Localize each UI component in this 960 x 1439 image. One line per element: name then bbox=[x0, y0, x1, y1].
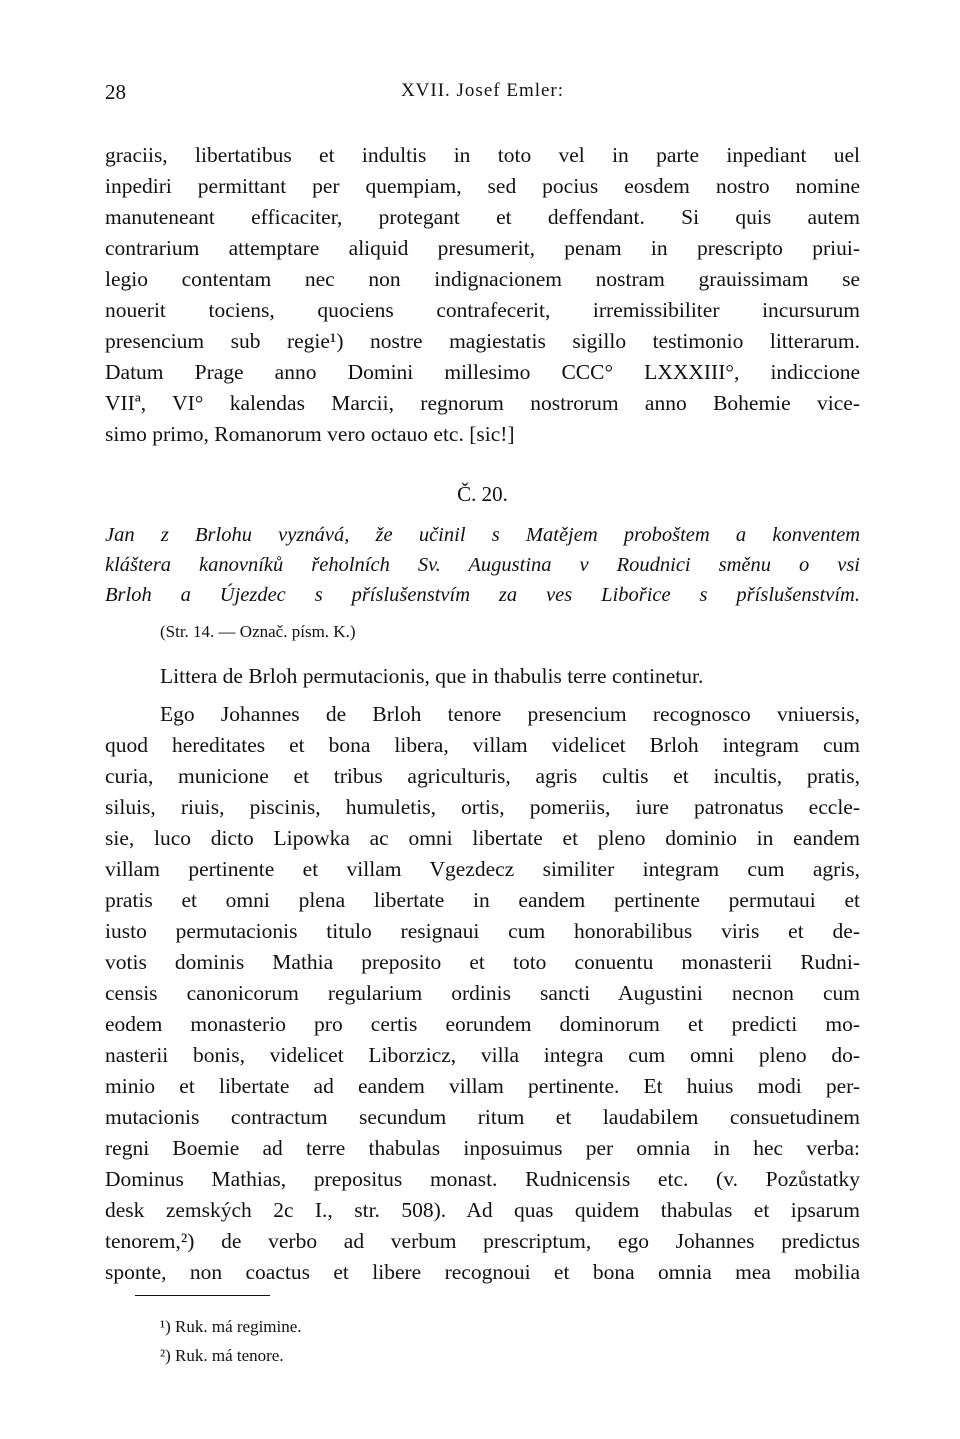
text-line: minio et libertate ad eandem villam pertinente. Et huius modi per- bbox=[105, 1074, 860, 1098]
text-line: sponte, non coactus et libere recognoui et bona omnia mea mobilia bbox=[105, 1260, 860, 1284]
text-line: Datum Prage anno Domini millesimo CCC° LXXXIII°, indiccione bbox=[105, 360, 860, 384]
continuation-paragraph bbox=[105, 140, 860, 450]
text-line: presencium sub regie¹) nostre magiestatis sigillo testimonio litterarum. bbox=[105, 329, 860, 353]
text-line: manuteneant efficaciter, protegant et deffendant. Si quis autem bbox=[105, 205, 860, 229]
text-line: regni Boemie ad terre thabulas inposuimus per omnia in hec verba: bbox=[105, 1136, 860, 1160]
footnote: ²) Ruk. má tenore. bbox=[160, 1346, 284, 1365]
main-paragraph bbox=[105, 699, 860, 1288]
page-number: 28 bbox=[105, 80, 126, 104]
footnote-divider bbox=[135, 1295, 270, 1296]
document-summary bbox=[105, 520, 860, 610]
summary-line: Jan z Brlohu vyznává, že učinil s Matějem proboštem a konventem bbox=[105, 524, 860, 546]
text-line: desk zemských 2c I., str. 508). Ad quas quidem thabulas et ipsarum bbox=[105, 1198, 860, 1222]
text-line: legio contentam nec non indignacionem nostram grauissimam se bbox=[105, 267, 860, 291]
text-line: votis dominis Mathia preposito et toto conuentu monasterii Rudni- bbox=[105, 950, 860, 974]
running-head bbox=[105, 80, 860, 110]
text-line: Ego Johannes de Brloh tenore presencium recognosco vniuersis, bbox=[160, 702, 860, 726]
text-line: VIIª, VI° kalendas Marcii, regnorum nostrorum anno Bohemie vice- bbox=[105, 391, 860, 415]
text-line: villam pertinente et villam Vgezdecz similiter integram cum agris, bbox=[105, 857, 860, 881]
text-line: graciis, libertatibus et indultis in toto vel in parte inpediant uel bbox=[105, 143, 860, 167]
source-reference: (Str. 14. — Označ. písm. K.) bbox=[160, 622, 356, 641]
text-line: curia, municione et tribus agriculturis, agris cultis et incultis, pratis, bbox=[105, 764, 860, 788]
summary-line: kláštera kanovníků řeholních Sv. Augustina v Roudnici směnu o vsi bbox=[105, 554, 860, 576]
text-line: sie, luco dicto Lipowka ac omni libertate et pleno dominio in eandem bbox=[105, 826, 860, 850]
text-line: censis canonicorum regularium ordinis sancti Augustini necnon cum bbox=[105, 981, 860, 1005]
document-heading: Littera de Brloh permutacionis, que in thabulis terre continetur. bbox=[160, 664, 704, 688]
text-line: Dominus Mathias, prepositus monast. Rudnicensis etc. (v. Pozůstatky bbox=[105, 1167, 860, 1191]
text-line: pratis et omni plena libertate in eandem pertinente permutaui et bbox=[105, 888, 860, 912]
running-head-title: XVII. Josef Emler: bbox=[400, 80, 565, 101]
text-line: quod hereditates et bona libera, villam videlicet Brloh integram cum bbox=[105, 733, 860, 757]
text-line: siluis, riuis, piscinis, humuletis, ortis, pomeriis, iure patronatus eccle- bbox=[105, 795, 860, 819]
text-line: iusto permutacionis titulo resignaui cum honorabilibus viris et de- bbox=[105, 919, 860, 943]
text-line: nouerit tociens, quociens contrafecerit, irremissibiliter incursurum bbox=[105, 298, 860, 322]
text-line: nasterii bonis, videlicet Liborzicz, villa integra cum omni pleno do- bbox=[105, 1043, 860, 1067]
text-line: inpediri permittant per quempiam, sed pocius eosdem nostro nomine bbox=[105, 174, 860, 198]
text-line: mutacionis contractum secundum ritum et laudabilem consuetudinem bbox=[105, 1105, 860, 1129]
text-line: simo primo, Romanorum vero octauo etc. [sic!] bbox=[105, 422, 515, 446]
document-number: Č. 20. bbox=[457, 482, 508, 506]
text-line: tenorem,²) de verbo ad verbum prescriptum, ego Johannes predictus bbox=[105, 1229, 860, 1253]
text-line: contrarium attemptare aliquid presumerit, penam in prescripto priui- bbox=[105, 236, 860, 260]
summary-line: Brloh a Újezdec s příslušenstvím za ves Libořice s příslušenstvím. bbox=[105, 584, 860, 606]
footnote: ¹) Ruk. má regimine. bbox=[160, 1317, 302, 1336]
text-line: eodem monasterio pro certis eorundem dominorum et predicti mo- bbox=[105, 1012, 860, 1036]
